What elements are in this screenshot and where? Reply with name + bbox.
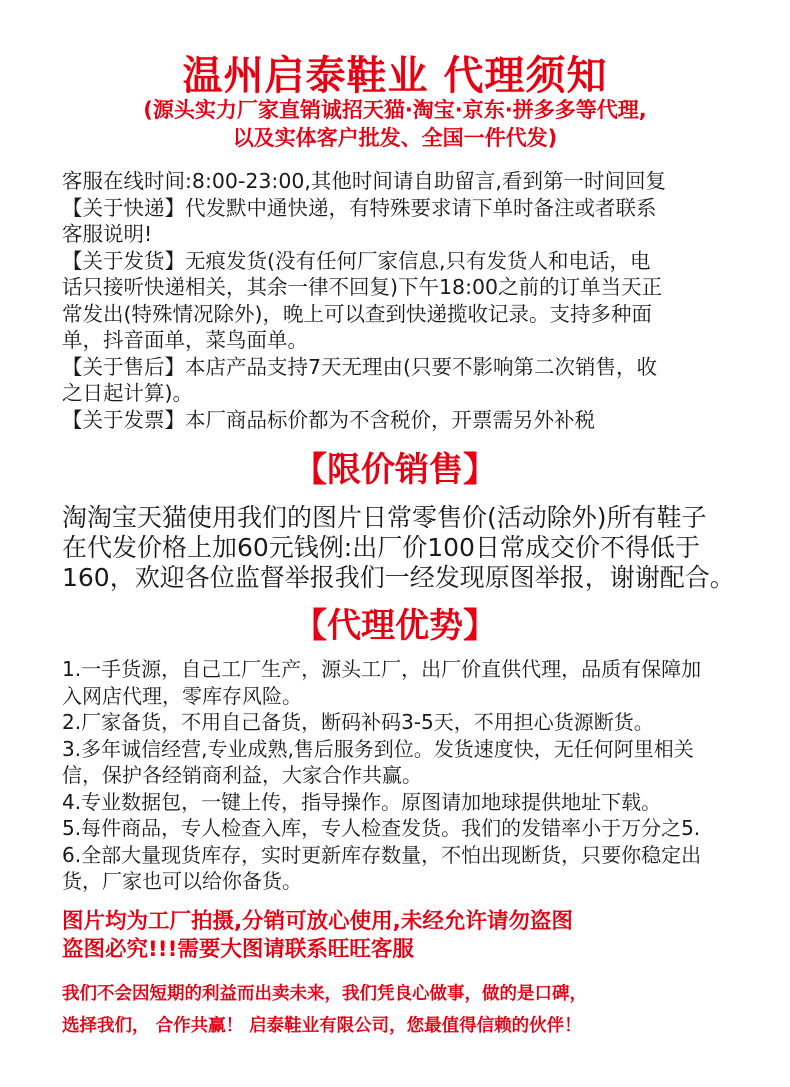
notice-line: 盗图必究!!!需要大图请联系旺旺客服: [62, 937, 414, 962]
info-line: 之日起计算)。: [62, 381, 193, 405]
company-slogan: [62, 978, 742, 1042]
price-line: 在代发价格上加60元钱例:出厂价100日常成交价不得低于: [62, 533, 700, 562]
slogan-line: 我们不会因短期的利益而出卖未来，我们凭良心做事，做的是口碑，: [62, 984, 587, 1004]
info-line: 单，抖音面单，菜鸟面单。: [62, 328, 308, 352]
info-line: 【关于快递】代发默中通快递，有特殊要求请下单时备注或者联系: [62, 195, 657, 220]
advantage-line: 6.全部大量现货库存，实时更新库存数量，不怕出现断货，只要你稳定出: [62, 842, 702, 867]
advantage-heading: 【代理优势】: [293, 606, 497, 646]
advantage-line: 信，保护各经销商利益，大家合作共赢。: [62, 763, 422, 787]
advantage-line: 4.专业数据包，一键上传，指导操作。原图请加地球提供地址下载。: [62, 789, 662, 814]
advantage-line: 2.厂家备货，不用自己备货，断码补码3-5天，不用担心货源断货。: [62, 710, 654, 734]
info-line: 【关于发货】无痕发货(没有任何厂家信息,只有发货人和电话，电: [62, 248, 651, 273]
advantage-line: 1.一手货源，自己工厂生产，源头工厂，出厂价直供代理，品质有保障加: [62, 657, 702, 681]
price-limit-heading: 【限价销售】: [293, 450, 497, 490]
info-line: 【关于发票】本厂商品标价都为不含税价，开票需另外补税: [62, 407, 595, 432]
slogan-line: 选择我们， 合作共赢！ 启泰鞋业有限公司，您最值得信赖的伙伴！: [62, 1016, 582, 1036]
advantage-line: 5.每件商品，专人检查入库，专人检查发货。我们的发错率小于万分之5.: [62, 816, 701, 840]
advantage-line: 3.多年诚信经营,专业成熟,售后服务到位。发货速度快，无任何阿里相关: [62, 736, 694, 761]
advantage-line: 入网店代理，零库存风险。: [62, 683, 302, 708]
info-line: 【关于售后】本店产品支持7天无理由(只要不影响第二次销售，收: [62, 354, 658, 379]
info-line: 话只接听快递相关，其余一律不回复)下午18:00之前的订单当天正: [62, 275, 663, 299]
service-info-block: [62, 168, 742, 433]
page-subtitle-line2: 以及实体客户批发、全国一件代发): [232, 126, 558, 150]
info-line: 客服说明!: [62, 222, 153, 246]
price-line: 淘淘宝天猫使用我们的图片日常零售价(活动除外)所有鞋子: [62, 503, 707, 532]
page-title: 温州启泰鞋业 代理须知: [182, 53, 608, 99]
info-line: 常发出(特殊情况除外)，晚上可以查到快递揽收记录。支持多种面: [62, 301, 652, 326]
advantage-line: 货，厂家也可以给你备货。: [62, 869, 302, 893]
advantage-list: [62, 656, 744, 895]
price-limit-text: [62, 503, 752, 593]
page-subtitle-line1: (源头实力厂家直销诚招天猫·淘宝·京东·拼多多等代理,: [143, 98, 647, 122]
price-line: 160，欢迎各位监督举报我们一经发现原图举报，谢谢配合。: [62, 563, 735, 592]
image-copyright-notice: [62, 908, 742, 964]
info-line: 客服在线时间:8:00-23:00,其他时间请自助留言,看到第一时间回复: [62, 169, 666, 193]
notice-line: 图片均为工厂拍摄,分销可放心使用,未经允许请勿盗图: [62, 909, 573, 934]
